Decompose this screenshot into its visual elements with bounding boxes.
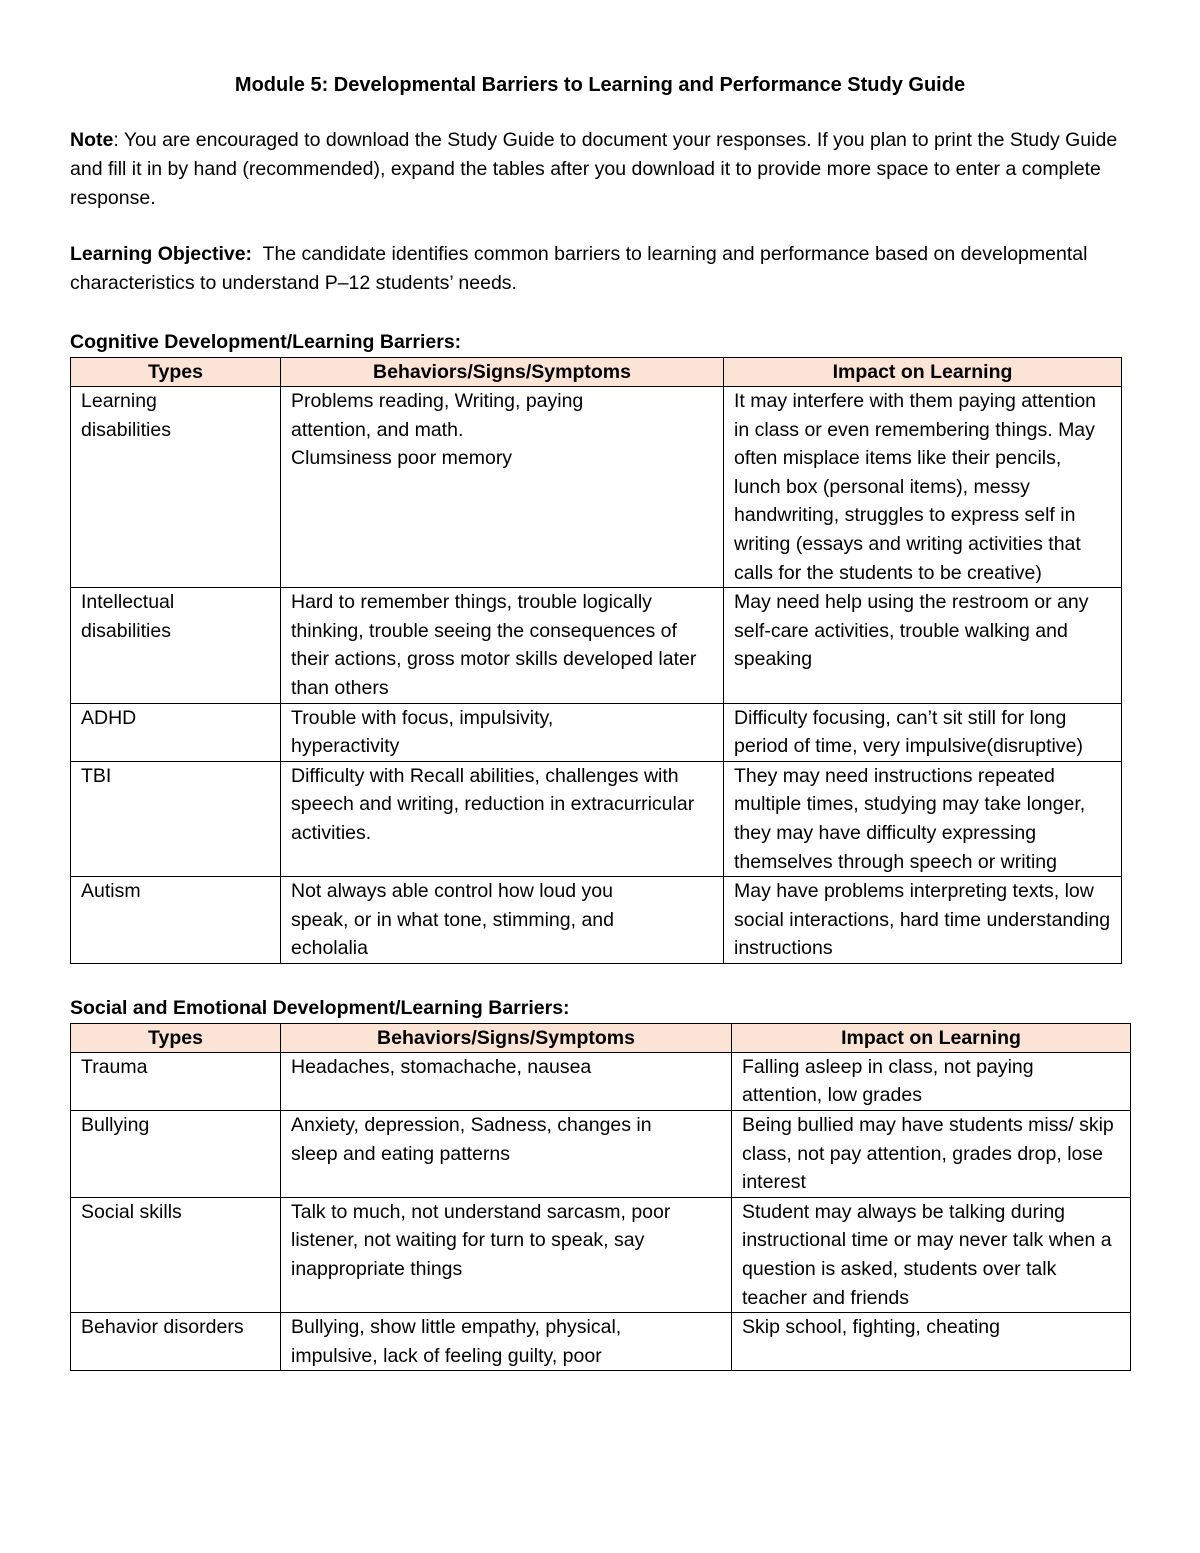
impact-cell	[724, 387, 1122, 588]
impact-cell	[724, 703, 1122, 761]
document-page	[70, 70, 1130, 1371]
type-cell	[71, 387, 281, 588]
type-text: ADHD	[81, 706, 137, 729]
table-row	[71, 877, 1122, 964]
type-cell	[71, 877, 281, 964]
impact-cell	[732, 1052, 1131, 1110]
type-text: Intellectual disabilities	[81, 591, 175, 642]
note-text: : You are encouraged to download the Study Guide to document your responses. If you plan to print the Study Guide and fill it in by hand (recommended), expand the tables after you download it to provide more space to enter a complete response.	[70, 129, 1118, 209]
note-label: Note	[70, 129, 114, 151]
header-impact: Impact on Learning	[732, 1023, 1131, 1052]
behaviors-cell	[281, 588, 724, 703]
behaviors-cell	[281, 761, 724, 876]
learning-objective-paragraph	[70, 240, 1130, 298]
table-row	[71, 1313, 1131, 1371]
type-cell	[71, 1111, 281, 1198]
note-paragraph	[70, 126, 1130, 213]
impact-text: Skip school, fighting, cheating	[742, 1316, 1000, 1339]
header-types: Types	[71, 358, 281, 387]
behaviors-cell	[281, 387, 724, 588]
learning-objective-label: Learning Objective:	[70, 243, 253, 265]
impact-text: Being bullied may have students miss/ skip class, not pay attention, grades drop, lose interest	[742, 1114, 1114, 1194]
behaviors-text: Not always able control how loud you speak, or in what tone, stimming, and echolalia	[291, 880, 614, 960]
type-cell	[71, 1197, 281, 1312]
type-text: Learning disabilities	[81, 390, 171, 441]
type-cell	[71, 1313, 281, 1371]
behaviors-text: Difficulty with Recall abilities, challenges with speech and writing, reduction in extracurricular activities.	[291, 764, 695, 844]
table-row	[71, 703, 1122, 761]
impact-text: They may need instructions repeated multiple times, studying may take longer, they may have difficulty expressing themselves through speech or writing	[734, 764, 1086, 873]
header-behaviors: Behaviors/Signs/Symptoms	[281, 1023, 732, 1052]
behaviors-cell	[281, 877, 724, 964]
behaviors-cell	[281, 703, 724, 761]
impact-text: Difficulty focusing, can’t sit still for long period of time, very impulsive(disruptive)	[734, 706, 1083, 758]
header-impact: Impact on Learning	[724, 358, 1122, 387]
behaviors-cell	[281, 1052, 732, 1110]
table-header-row	[71, 1023, 1131, 1052]
type-cell	[71, 588, 281, 703]
behaviors-text: Anxiety, depression, Sadness, changes in sleep and eating patterns	[291, 1114, 652, 1165]
table-row	[71, 1052, 1131, 1110]
impact-cell	[732, 1197, 1131, 1312]
header-behaviors: Behaviors/Signs/Symptoms	[281, 358, 724, 387]
behaviors-cell	[281, 1313, 732, 1371]
impact-text: May have problems interpreting texts, low social interactions, hard time understanding instructions	[734, 880, 1111, 960]
impact-text: Falling asleep in class, not paying attention, low grades	[742, 1055, 1034, 1107]
learning-objective-text: The candidate identifies common barriers to learning and performance based on developmental characteristics to understand P–12 students’ needs.	[70, 243, 1093, 294]
cognitive-barriers-table	[70, 357, 1122, 964]
impact-cell	[724, 761, 1122, 876]
impact-cell	[724, 877, 1122, 964]
type-text: Autism	[81, 880, 141, 903]
type-text: Social skills	[81, 1200, 182, 1223]
table-row	[71, 761, 1122, 876]
impact-text: May need help using the restroom or any self-care activities, trouble walking and speaking	[734, 591, 1089, 671]
behaviors-text: Bullying, show little empathy, physical, impulsive, lack of feeling guilty, poor	[291, 1316, 622, 1367]
type-cell	[71, 1052, 281, 1110]
impact-cell	[732, 1111, 1131, 1198]
table-row	[71, 1111, 1131, 1198]
social-emotional-section-heading: Social and Emotional Development/Learning Barriers:	[70, 996, 570, 1019]
behaviors-text: Headaches, stomachache, nausea	[291, 1055, 592, 1078]
header-types: Types	[71, 1023, 281, 1052]
behaviors-cell	[281, 1197, 732, 1312]
table-row	[71, 588, 1122, 703]
type-cell	[71, 761, 281, 876]
behaviors-text: Talk to much, not understand sarcasm, poor listener, not waiting for turn to speak, say inappropriate things	[291, 1200, 671, 1281]
impact-text: It may interfere with them paying attention in class or even remembering things. May often misplace items like their pencils, lunch box (personal items), messy handwriting, struggles to express self in writing (essays and writing activities that calls for the students to be creative)	[734, 390, 1097, 584]
behaviors-text: Problems reading, Writing, paying attention, and math. Clumsiness poor memory	[291, 390, 584, 470]
behaviors-text: Hard to remember things, trouble logically thinking, trouble seeing the consequences of their actions, gross motor skills developed later than others	[291, 591, 697, 699]
document-title: Module 5: Developmental Barriers to Learning and Performance Study Guide	[234, 74, 966, 96]
cognitive-section-heading: Cognitive Development/Learning Barriers:	[70, 331, 462, 353]
impact-text: Student may always be talking during instructional time or may never talk when a question is asked, students over talk teacher and friends	[742, 1200, 1112, 1309]
type-text: Trauma	[81, 1055, 148, 1078]
behaviors-cell	[281, 1111, 732, 1198]
type-text: Bullying	[81, 1114, 150, 1137]
type-text: Behavior disorders	[81, 1316, 244, 1339]
type-text: TBI	[81, 764, 112, 787]
behaviors-text: Trouble with focus, impulsivity, hyperactivity	[291, 706, 554, 758]
table-header-row	[71, 358, 1122, 387]
table-row	[71, 1197, 1131, 1312]
impact-cell	[724, 588, 1122, 703]
type-cell	[71, 703, 281, 761]
table-row	[71, 387, 1122, 588]
impact-cell	[732, 1313, 1131, 1371]
social-emotional-barriers-table	[70, 1023, 1131, 1372]
